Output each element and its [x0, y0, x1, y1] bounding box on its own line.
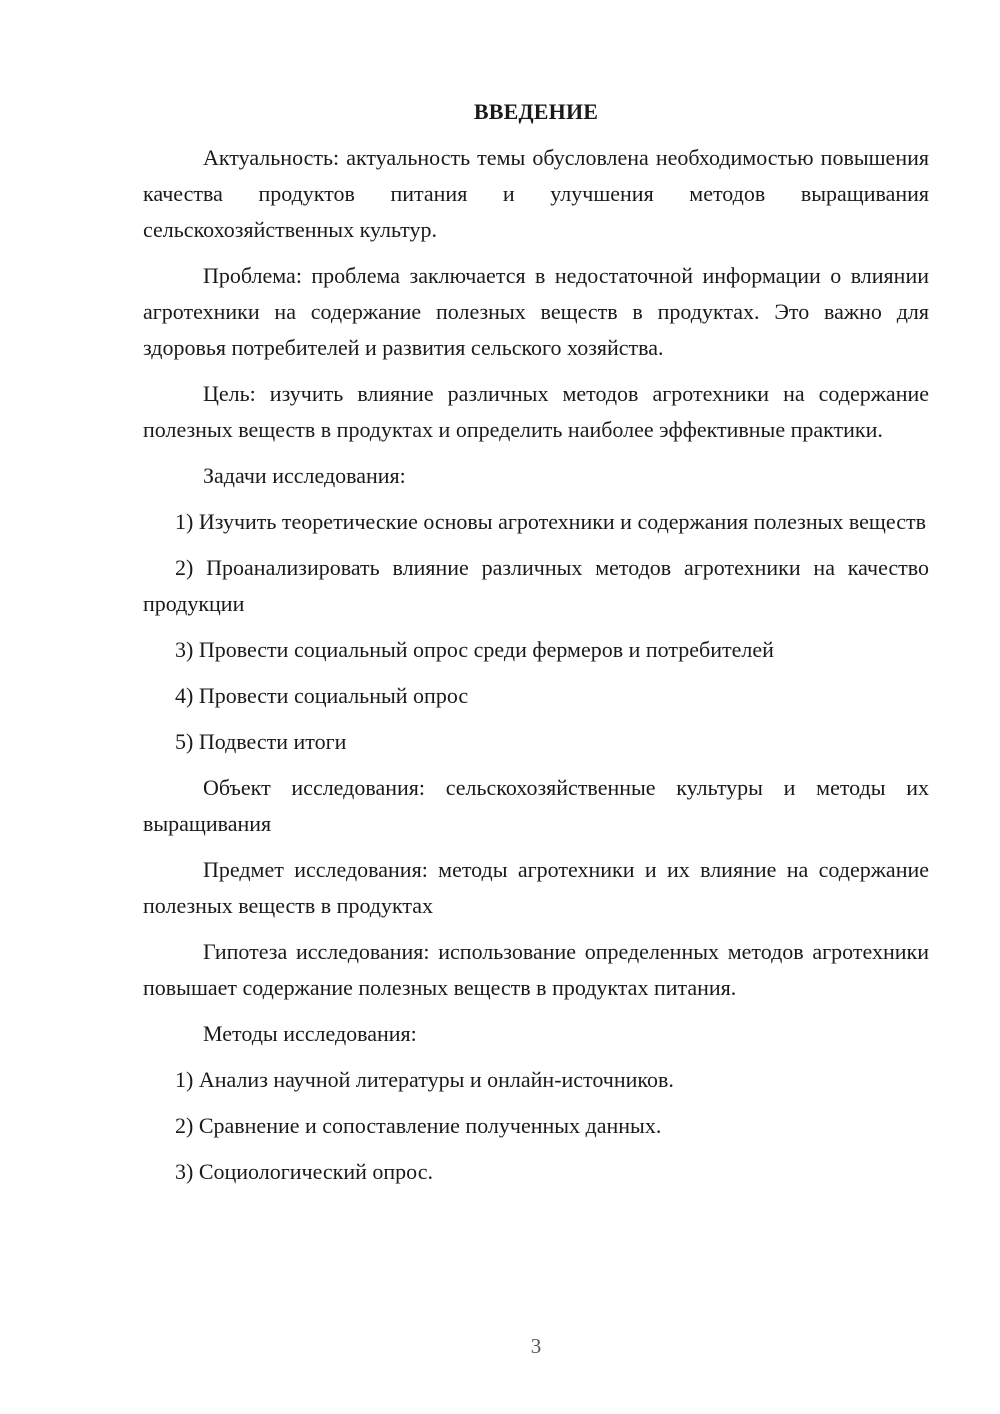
relevance-paragraph: Актуальность: актуальность темы обусловлена необходимостью повышения качества продуктов питания и улучшения методов выращивания сельскохозяйственных культур. [143, 145, 929, 242]
method-item-1: 1) Анализ научной литературы и онлайн-источников. [175, 1067, 674, 1092]
object-paragraph: Объект исследования: сельскохозяйственные культуры и методы их выращивания [143, 775, 929, 836]
tasks-heading: Задачи исследования: [203, 463, 406, 488]
subject-paragraph: Предмет исследования: методы агротехники и их влияние на содержание полезных веществ в продуктах [143, 857, 929, 918]
task-item-1: 1) Изучить теоретические основы агротехники и содержания полезных веществ [175, 509, 926, 534]
task-item-4: 4) Провести социальный опрос [175, 683, 469, 708]
task-item-2: 2) Проанализировать влияние различных методов агротехники на качество продукции [143, 555, 929, 616]
task-item-3: 3) Провести социальный опрос среди фермеров и потребителей [175, 637, 774, 662]
problem-paragraph: Проблема: проблема заключается в недостаточной информации о влиянии агротехники на содержание полезных веществ в продуктах. Это важно для здоровья потребителей и развития сельского хозяйства. [143, 263, 929, 360]
method-item-2: 2) Сравнение и сопоставление полученных данных. [175, 1113, 662, 1138]
task-item-5: 5) Подвести итоги [175, 729, 347, 754]
goal-paragraph: Цель: изучить влияние различных методов агротехники на содержание полезных веществ в продуктах и определить наиболее эффективные практики. [143, 381, 929, 442]
method-item-3: 3) Социологический опрос. [175, 1159, 433, 1184]
section-title: ВВЕДЕНИЕ [473, 99, 599, 124]
hypothesis-paragraph: Гипотеза исследования: использование определенных методов агротехники повышает содержание полезных веществ в продуктах питания. [143, 939, 929, 1000]
methods-heading: Методы исследования: [203, 1021, 417, 1046]
document-body [143, 140, 929, 1200]
page-number: 3 [530, 1334, 542, 1358]
